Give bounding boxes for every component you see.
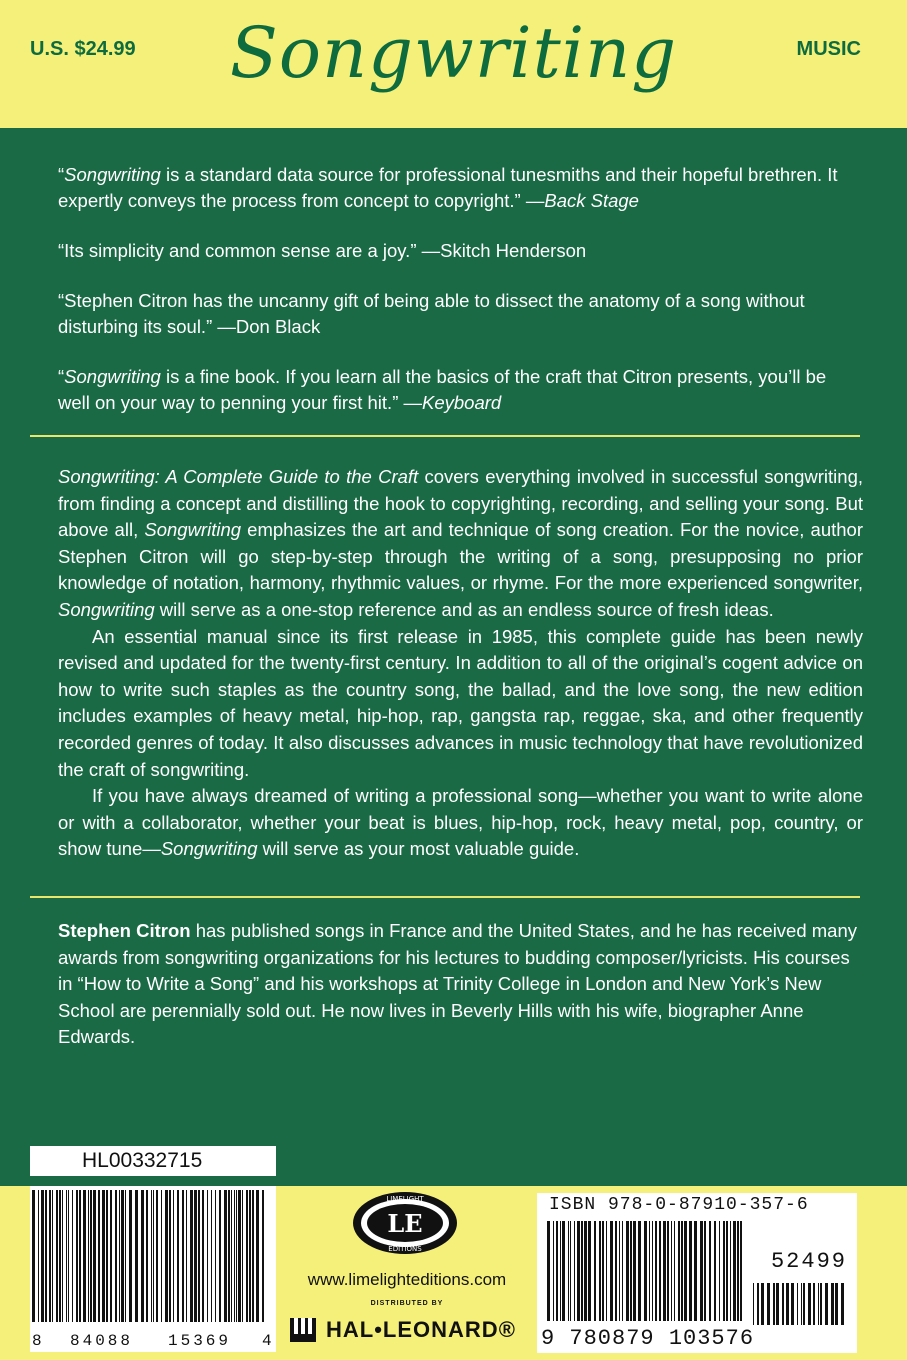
svg-text:LIMELIGHT: LIMELIGHT [386,1195,424,1203]
upc-barcode: 8 84088 15369 4 [30,1186,276,1352]
divider [30,896,860,898]
product-code: HL00332715 [30,1146,276,1176]
book-title: Songwriting [229,12,678,94]
review-quote: “Songwriting is a standard data source for professional tunesmiths and their hopeful brethren. It expertly conveys the process from concept to copyright.” —Back Stage [58,164,838,211]
isbn-barcode [537,1193,857,1353]
publisher-website: www.limelighteditions.com [307,1270,507,1289]
review-quote: “Songwriting is a fine book. If you learn all the basics of the craft that Citron presents, you’ll be well on your way to penning your first hit.” —Keyboard [58,366,827,413]
review-quote: “Stephen Citron has the uncanny gift of being able to dissect the anatomy of a song without disturbing its soul.” —Don Black [58,290,805,337]
review-quote: “Its simplicity and common sense are a joy.” —Skitch Henderson [58,240,587,261]
description-paragraph: Songwriting: A Complete Guide to the Craft covers everything involved in successful songwriting, from finding a concept and distilling the hook to copyrighting, recording, and selling your song. But above all, Songwriting emphasizes the art and technique of song creation. For the novice, author Stephen Citron will go step-by-step through the writing of a song, presupposing no prior knowledge of notation, harmony, rhythmic values, or rhyme. For the more experienced songwriter, Songwriting will serve as a one-stop reference and as an endless source of fresh ideas. [58,466,863,620]
divider [30,435,860,437]
book-description [58,464,863,863]
price-code: 52499 [770,1249,847,1274]
author-name: Stephen Citron [58,920,191,941]
description-paragraph: If you have always dreamed of writing a professional song—whether you want to write alone or with a collaborator, whether your beat is blues, hip-hop, rock, heavy metal, pop, country, or show tune—Songwriting will serve as your most valuable guide. [58,785,863,860]
hal-leonard-logo [288,1312,528,1346]
header-band [0,0,907,128]
hal-leonard-icon [288,1314,322,1344]
isbn-bars [545,1221,745,1321]
price-bars [751,1283,847,1325]
category-label: MUSIC [796,38,861,60]
price-label: U.S. $24.99 [30,38,136,60]
back-cover-panel [0,128,907,1186]
author-bio: Stephen Citron has published songs in France and the United States, and he has received many awards from songwriting organizations for his lectures to budding composer/lyricists. His courses in “How to Write a Song” and his workshops at Trinity College in London and New York’s New School are perennially sold out. He now lives in Beverly Hills with his wife, biographer Anne Edwards. [58,920,858,1048]
isbn-label: ISBN 978-0-87910-357-6 [549,1195,809,1215]
limelight-logo [350,1190,460,1256]
upc-bars [30,1190,276,1330]
description-paragraph: An essential manual since its first release in 1985, this complete guide has been newly revised and updated for the twenty-first century. In addition to all of the original’s cogent advice on how to write such staples as the country song, the ballad, and the love song, the new edition includes examples of heavy metal, hip-hop, rap, gangsta rap, reggae, ska, and other frequently recorded genres of today. It also discusses advances in music technology that have revolutionized the craft of songwriting. [58,625,863,780]
review-quotes [58,162,858,440]
distributor-name: HAL•LEONARD® [326,1317,516,1342]
distributed-by-label: DISTRIBUTED BY [370,1300,444,1307]
svg-text:EDITIONS: EDITIONS [388,1245,422,1253]
svg-text:LE: LE [387,1209,423,1238]
isbn-digits: 9 780879 103576 [541,1326,755,1351]
